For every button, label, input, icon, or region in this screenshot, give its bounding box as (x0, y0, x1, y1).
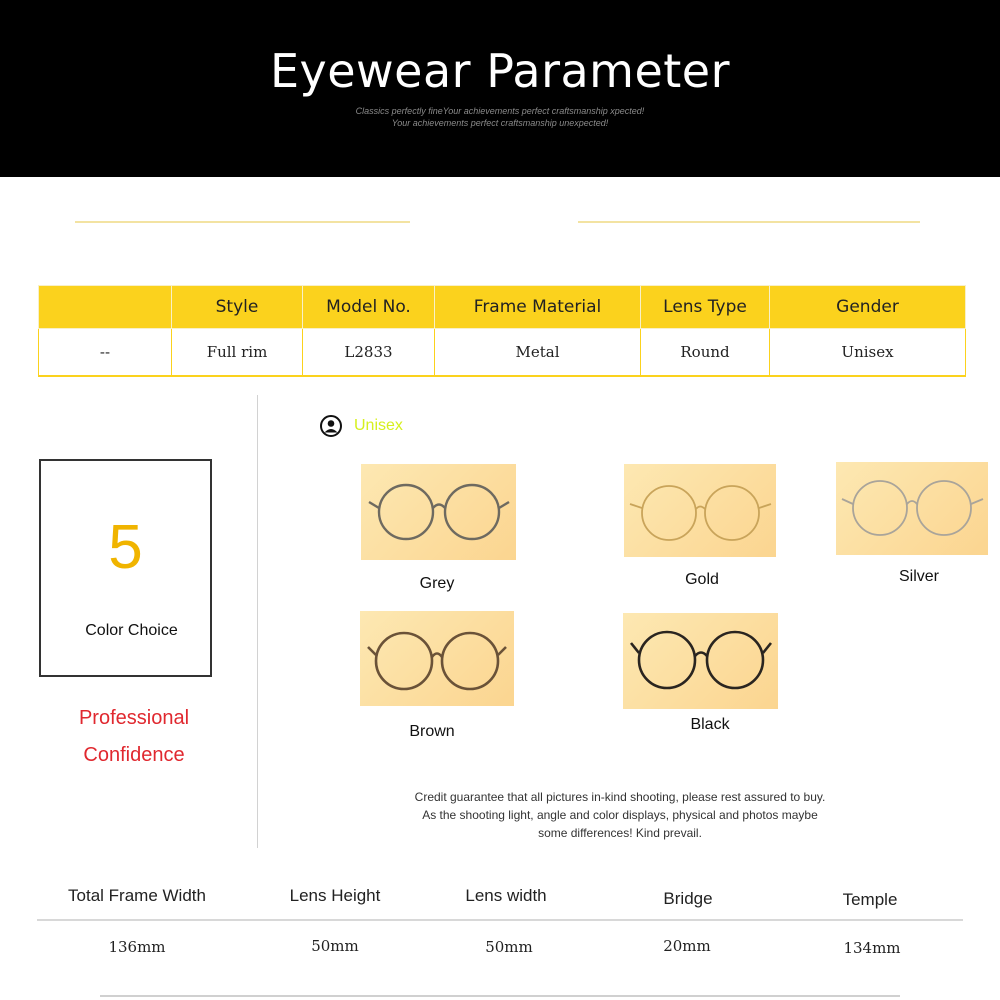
bottom-divider (100, 995, 900, 997)
measure-value-frame-width: 136mm (108, 938, 166, 956)
spec-header-row (39, 286, 966, 329)
spec-value-gender: Unisex (770, 329, 966, 377)
measure-value-lens-height: 50mm (311, 937, 359, 955)
subtitle-line-2: Your achievements perfect craftsmanship unexpected! (391, 118, 609, 128)
color-choice-label: Color Choice (85, 622, 178, 639)
photo-disclaimer (330, 788, 910, 842)
measure-value-temple: 134mm (843, 939, 901, 957)
disclaimer-line-2: As the shooting light, angle and color displays, physical and photos maybe (422, 808, 818, 822)
disclaimer-line-1: Credit guarantee that all pictures in-kind shooting, please rest assured to buy. (414, 790, 826, 804)
glasses-photo-gold (624, 464, 776, 557)
spec-header-blank (39, 286, 172, 329)
decorative-line-right (578, 221, 920, 223)
measure-header-bridge: Bridge (663, 889, 713, 908)
color-label-gold: Gold (685, 571, 719, 588)
glasses-photo-silver (836, 462, 988, 555)
spec-header-lens-type: Lens Type (641, 286, 770, 329)
spec-value-blank: -- (39, 329, 172, 377)
decorative-line-left (75, 221, 410, 223)
glasses-photo-brown (360, 611, 514, 706)
glasses-photo-grey (361, 464, 516, 560)
measure-header-frame-width: Total Frame Width (68, 886, 206, 905)
spec-value-lens-type: Round (641, 329, 770, 377)
measure-value-bridge: 20mm (663, 937, 711, 955)
spec-value-row (39, 329, 966, 377)
glasses-photo-black (623, 613, 778, 709)
slogan-line-2: Confidence (83, 744, 185, 766)
subtitle-line-1: Classics perfectly fineYour achievements perfect craftsmanship xpected! (355, 106, 645, 116)
page-title: Eyewear Parameter (269, 44, 731, 98)
person-icon (320, 415, 342, 437)
spec-header-style: Style (172, 286, 303, 329)
disclaimer-line-3: some differences! Kind prevail. (538, 826, 702, 840)
slogan-line-1: Professional (78, 707, 190, 729)
spec-header-material: Frame Material (435, 286, 641, 329)
color-label-grey: Grey (419, 575, 455, 592)
color-count: 5 (108, 513, 143, 582)
unisex-label: Unisex (354, 417, 403, 434)
spec-header-model: Model No. (303, 286, 435, 329)
spec-value-material: Metal (435, 329, 641, 377)
measure-value-lens-width: 50mm (485, 938, 533, 956)
color-label-brown: Brown (409, 723, 455, 740)
color-label-silver: Silver (898, 568, 939, 585)
spec-table (38, 285, 966, 377)
spec-value-model: L2833 (303, 329, 435, 377)
spec-header-gender: Gender (770, 286, 966, 329)
measure-header-lens-width: Lens width (465, 886, 547, 905)
measure-header-temple: Temple (842, 890, 898, 909)
measure-divider (37, 919, 963, 921)
vertical-divider (257, 395, 258, 848)
spec-value-style: Full rim (172, 329, 303, 377)
measure-header-lens-height: Lens Height (289, 886, 381, 905)
color-label-black: Black (690, 716, 730, 733)
